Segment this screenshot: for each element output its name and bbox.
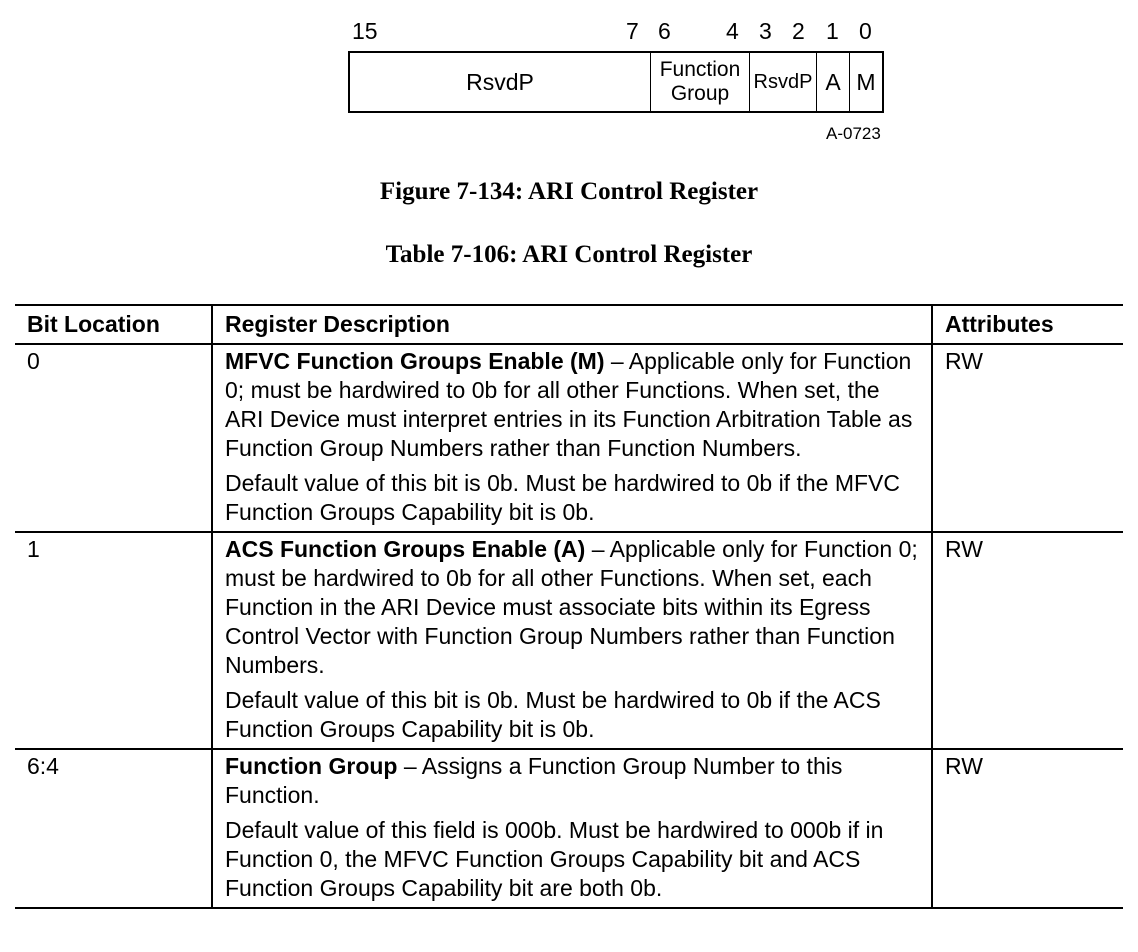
field-rsvdp-low: RsvdP xyxy=(750,53,817,111)
header-bit-location: Bit Location xyxy=(15,305,212,344)
field-name: ACS Function Groups Enable (A) xyxy=(225,536,586,562)
bit-number-6: 6 xyxy=(658,18,671,44)
header-register-description: Register Description xyxy=(212,305,932,344)
bit-number-2: 2 xyxy=(792,18,805,44)
field-function-group: Function Group xyxy=(651,53,750,111)
bit-location-cell: 1 xyxy=(15,532,212,749)
field-name: Function Group xyxy=(225,753,398,779)
field-description: – Applicable only for Function 0; must be hardwired to 0b for all other Functions. When set, each Function in the ARI Device must associate bits within its Egress Control Vector with Function Group Numbers rather than Function Numbers. xyxy=(225,536,918,678)
register-diagram xyxy=(348,51,884,113)
default-value-text: Default value of this bit is 0b. Must be hardwired to 0b if the MFVC Function Groups Capability bit is 0b. xyxy=(225,470,900,525)
description-cell xyxy=(212,532,932,749)
field-description: – Assigns a Function Group Number to this Function. xyxy=(225,753,843,808)
default-value-text: Default value of this bit is 0b. Must be hardwired to 0b if the ACS Function Groups Capability bit is 0b. xyxy=(225,687,881,742)
field-rsvdp-high: RsvdP xyxy=(350,53,651,111)
field-description: – Applicable only for Function 0; must be hardwired to 0b for all other Functions. When set, the ARI Device must interpret entries in its Function Arbitration Table as Function Group Numbers rather than Function Numbers. xyxy=(225,348,913,461)
table-row xyxy=(15,344,1123,532)
description-cell xyxy=(212,749,932,908)
table-header-row xyxy=(15,305,1123,344)
bit-number-0: 0 xyxy=(859,18,872,44)
field-name: MFVC Function Groups Enable (M) xyxy=(225,348,605,374)
bit-number-7: 7 xyxy=(626,18,639,44)
field-m: M xyxy=(856,68,876,95)
attributes-cell: RW xyxy=(932,532,1123,749)
table-row xyxy=(15,532,1123,749)
bit-number-4: 4 xyxy=(726,18,739,44)
bit-location-cell: 0 xyxy=(15,344,212,532)
bit-number-15: 15 xyxy=(352,18,378,44)
bit-location-cell: 6:4 xyxy=(15,749,212,908)
attributes-cell: RW xyxy=(932,344,1123,532)
figure-id: A-0723 xyxy=(826,124,881,143)
bit-number-3: 3 xyxy=(759,18,772,44)
bit-number-1: 1 xyxy=(826,18,839,44)
figure-caption: Figure 7-134: ARI Control Register xyxy=(379,178,759,205)
attributes-cell: RW xyxy=(932,749,1123,908)
default-value-text: Default value of this field is 000b. Must be hardwired to 000b if in Function 0, the MFVC Function Groups Capability bit and ACS Function Groups Capability bit are both 0b. xyxy=(225,817,884,901)
table-caption: Table 7-106: ARI Control Register xyxy=(385,241,753,268)
field-a: A xyxy=(817,53,850,111)
description-cell xyxy=(212,344,932,532)
register-table xyxy=(15,304,1123,909)
table-row xyxy=(15,749,1123,908)
header-attributes: Attributes xyxy=(932,305,1123,344)
